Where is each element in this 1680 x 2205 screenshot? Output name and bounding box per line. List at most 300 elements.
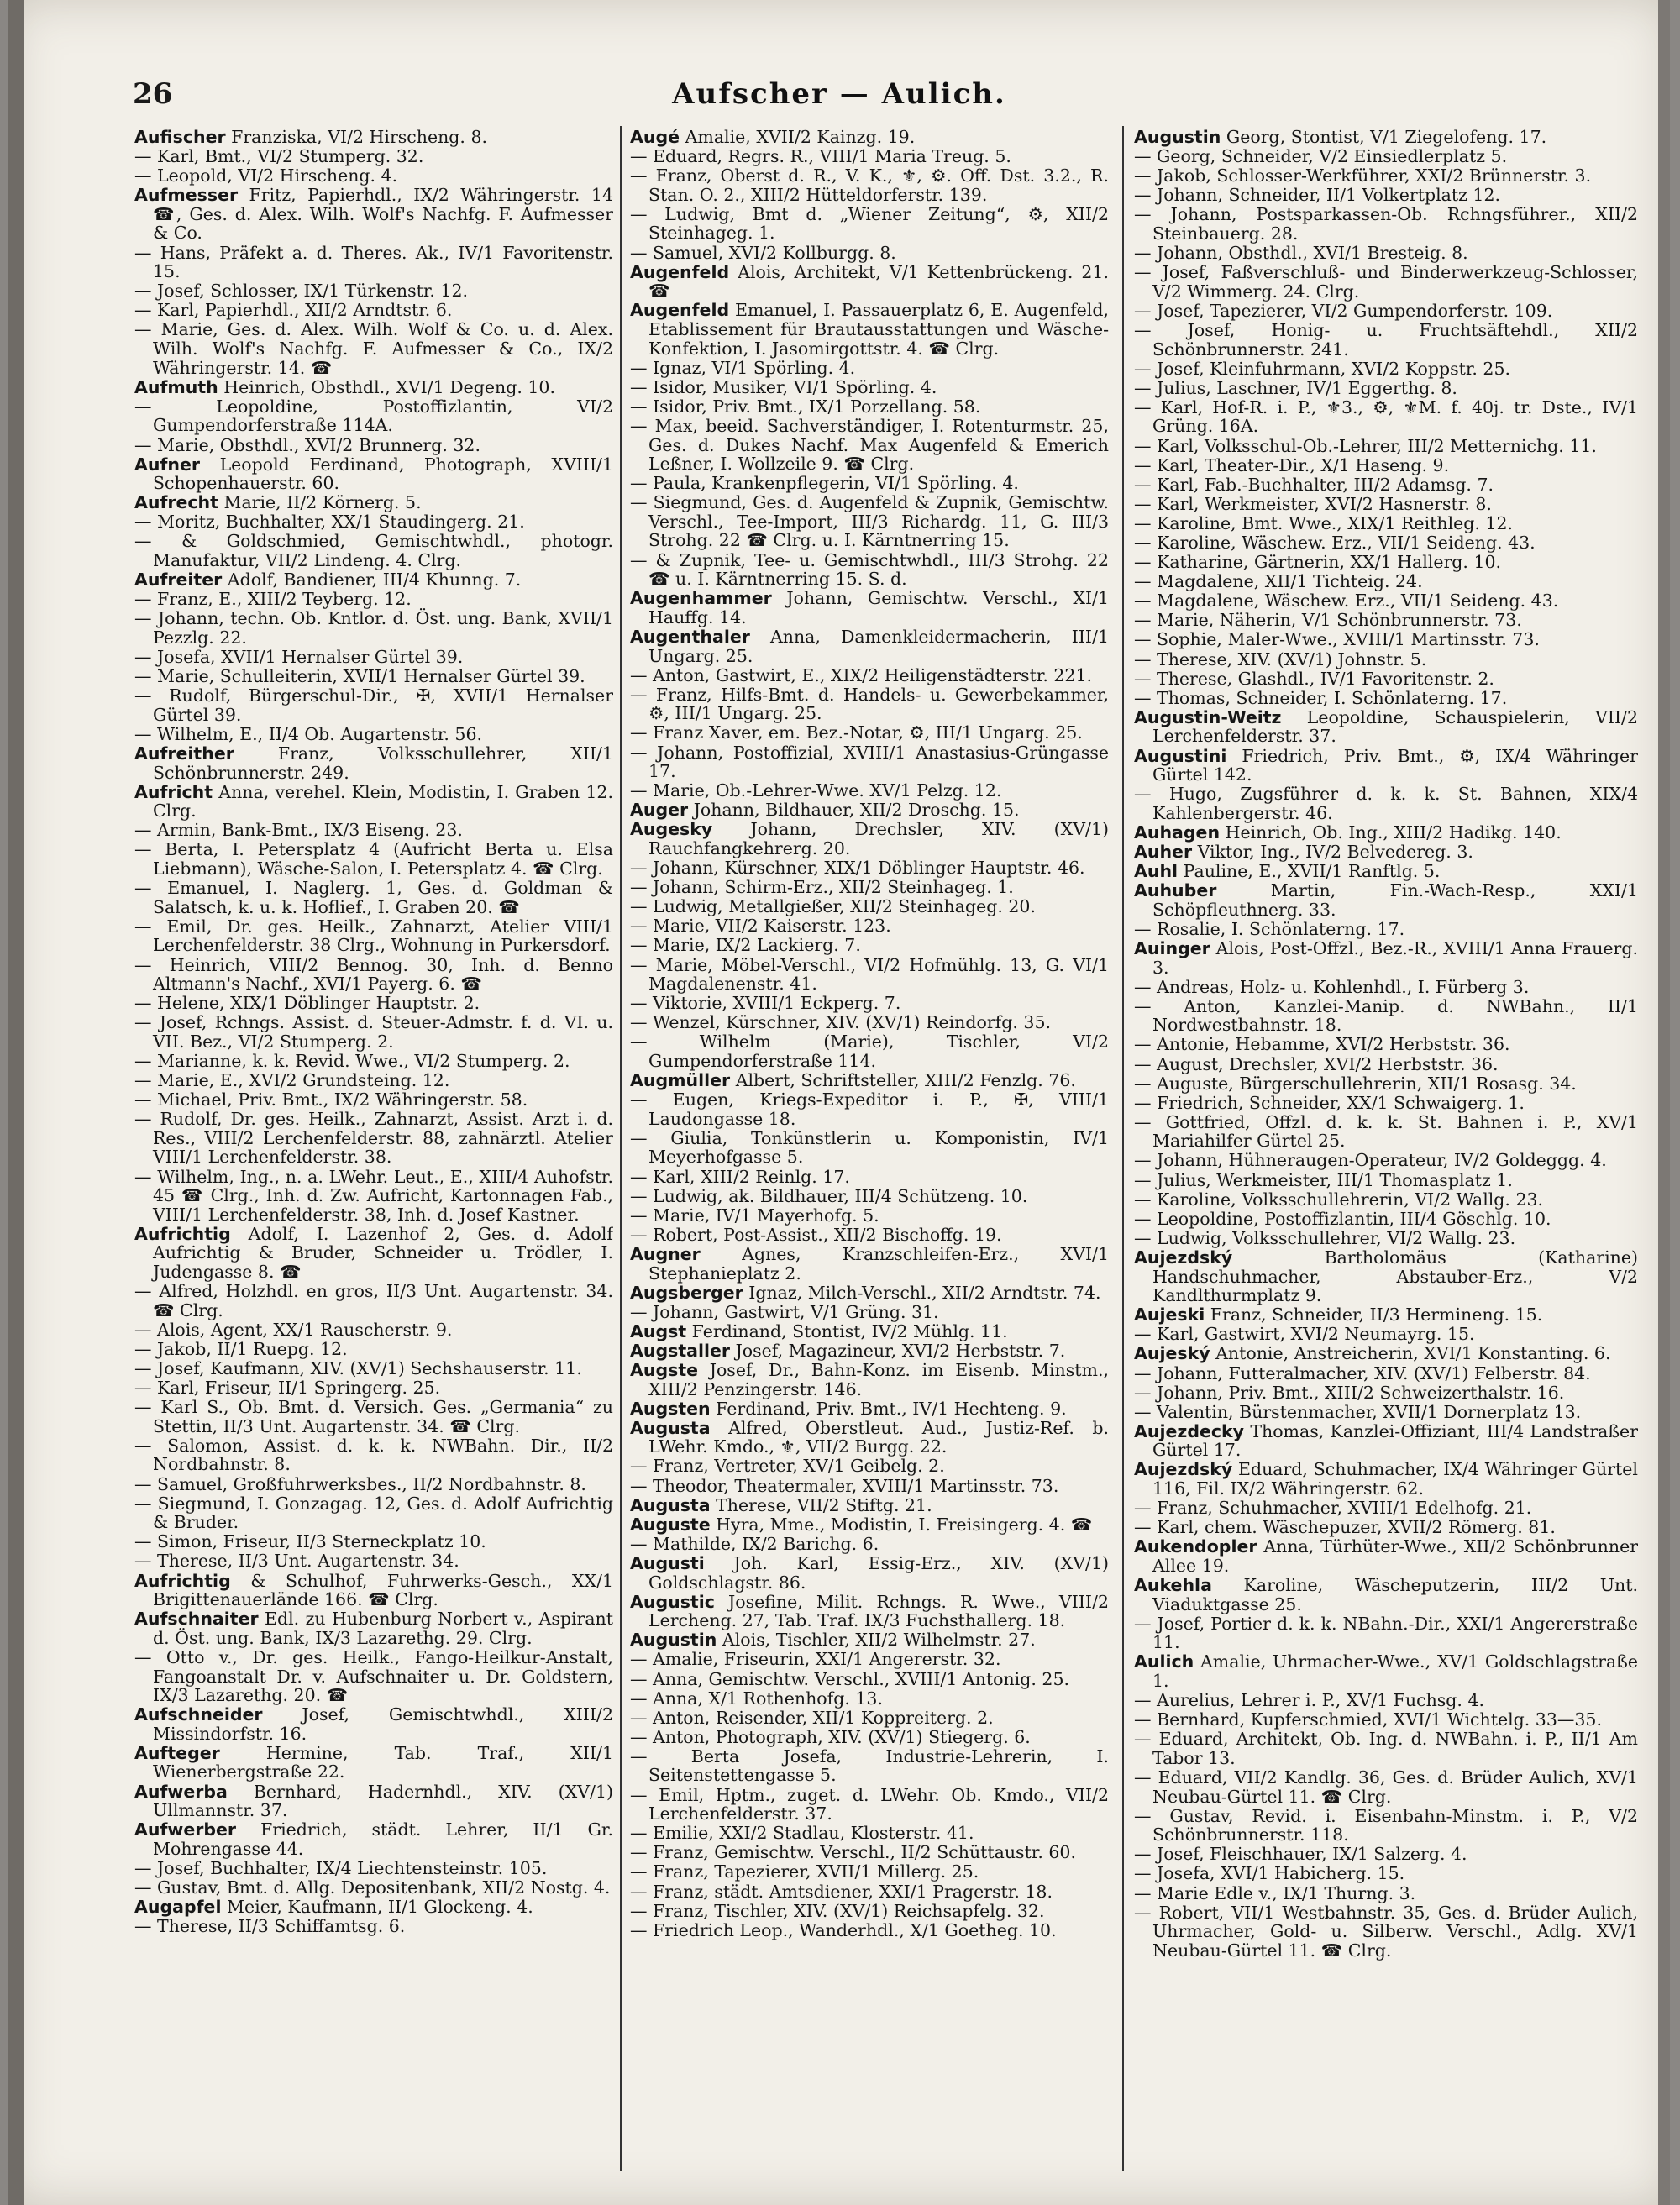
entry-text: — Helene, XIX/1 Döblinger Hauptstr. 2. (134, 993, 480, 1014)
directory-entry (134, 1340, 613, 1359)
entry-surname: Aufrichtig (134, 1570, 231, 1591)
directory-entry (134, 1320, 613, 1340)
entry-text: — Franz, Tapezierer, XVII/1 Millerg. 25. (630, 1861, 979, 1882)
directory-entry (630, 359, 1109, 378)
entry-surname: Aufteger (134, 1742, 220, 1763)
directory-entry (134, 1744, 613, 1782)
entry-text: Adolf, I. Lazenhof 2, Ges. d. Adolf Aufrichtig & Bruder, Schneider u. Trödler, I. Judengasse 8. ☎ (153, 1223, 613, 1283)
entry-text: Bartholomäus (Katharine) Handschuhmacher, Abstauber-Erz., V/2 Kandlthurmplatz 9. (1152, 1247, 1638, 1306)
directory-entry (1134, 514, 1638, 533)
directory-entry (630, 858, 1109, 878)
directory-entry (134, 1878, 613, 1898)
entry-text: — Josef, Buchhalter, IX/4 Liechtensteinstr. 105. (134, 1857, 548, 1878)
entry-surname: Augstaller (630, 1340, 731, 1361)
entry-surname: Augenthaler (630, 626, 750, 647)
entry-surname: Augustin-Weitz (1134, 706, 1282, 727)
entry-text: — Karl, XIII/2 Reinlg. 17. (630, 1166, 850, 1187)
directory-entry (1134, 1576, 1638, 1614)
directory-entry (134, 590, 613, 609)
entry-text: — Josef, Fleischhauer, IX/1 Salzerg. 4. (1134, 1844, 1467, 1865)
page-edge-left (8, 0, 24, 2205)
entry-text: Alois, Tischler, XII/2 Wilhelmstr. 27. (722, 1630, 1036, 1651)
directory-entry (134, 879, 613, 916)
directory-entry (1134, 1845, 1638, 1864)
entry-text: — Therese, Glashdl., IV/1 Favoritenstr. 2. (1134, 668, 1494, 689)
entry-surname: Aufrichtig (134, 1223, 231, 1244)
entry-surname: Augusta (630, 1417, 711, 1438)
entry-text: — Karl, Bmt., VI/2 Stumperg. 32. (134, 146, 424, 167)
entry-text: — Franz, städt. Amtsdiener, XXI/1 Pragerstr. 18. (630, 1881, 1053, 1902)
entry-text: — Marie Edle v., IX/1 Thurng. 3. (1134, 1882, 1416, 1903)
directory-entry (134, 166, 613, 186)
entry-text: Meier, Kaufmann, II/1 Glockeng. 4. (227, 1897, 533, 1918)
entry-text: — Johann, Schneider, II/1 Volkertplatz 12. (1134, 185, 1501, 206)
directory-entry (1134, 1383, 1638, 1403)
directory-entry (1134, 1884, 1638, 1903)
entry-surname: Aulich (1134, 1651, 1194, 1672)
directory-entry (630, 1670, 1109, 1689)
directory-entry (1134, 1248, 1638, 1305)
directory-entry (1134, 650, 1638, 669)
directory-entry (1134, 997, 1638, 1035)
entry-text: — Emilie, XXI/2 Stadlau, Klosterstr. 41. (630, 1823, 974, 1844)
entry-text: — Theodor, Theatermaler, XVIII/1 Martinsstr. 73. (630, 1475, 1059, 1496)
directory-entry (134, 994, 613, 1013)
entry-text: — Therese, XIV. (XV/1) Johnstr. 5. (1134, 648, 1427, 669)
directory-entry (134, 1609, 613, 1647)
entry-text: Martin, Fin.-Wach-Resp., XXI/1 Schöpfleuthnerg. 33. (1152, 880, 1638, 920)
directory-entry (1134, 166, 1638, 186)
entry-text: — Ludwig, Volksschullehrer, VI/2 Wallg. 23. (1134, 1227, 1516, 1248)
entry-text: — Karoline, Wäschew. Erz., VII/1 Seideng. 43. (1134, 532, 1536, 553)
directory-entry (134, 1475, 613, 1494)
entry-text: — Simon, Friseur, II/3 Sterneckplatz 10. (134, 1531, 486, 1552)
directory-entry (134, 1071, 613, 1090)
entry-text: Adolf, Bandiener, III/4 Khunng. 7. (227, 570, 522, 591)
entry-text: — Otto v., Dr. ges. Heilk., Fango-Heilkur-Anstalt, Fangoanstalt Dr. v. Aufschnaiter u. Dr. Goldstern, IX/3 Lazarethg. 20. ☎ (134, 1646, 613, 1706)
entry-text: — Franz, Oberst d. R., V. K., ⚜, ⚙. Off. Dst. 3.2., R. Stan. O. 2., XIII/2 Hütteldorferstr. 139. (630, 165, 1109, 205)
directory-entry (630, 1630, 1109, 1650)
directory-entry (1134, 1074, 1638, 1094)
entry-text: Hyra, Mme., Modistin, I. Freisingerg. 4. ☎ (716, 1514, 1093, 1535)
entry-surname: Augesky (630, 819, 713, 840)
entry-text: — Johann, Postsparkassen-Ob. Rchngsführer., XII/2 Steinbauerg. 28. (1134, 204, 1638, 244)
directory-entry (134, 532, 613, 570)
directory-entry (1134, 920, 1638, 939)
page-edge-right (1658, 0, 1670, 2205)
entry-text: Josefine, Milit. Rchngs. R. Wwe., VIII/2 Lercheng. 27, Tab. Traf. IX/3 Fuchsthallerg. 18. (648, 1591, 1109, 1631)
directory-entry (630, 1341, 1109, 1361)
directory-entry (134, 512, 613, 532)
entry-text: — Franz, Hilfs-Bmt. d. Handels- u. Gewerbekammer, ⚙, III/1 Ungarg. 25. (630, 684, 1109, 724)
directory-entry (1134, 843, 1638, 862)
entry-text: Ferdinand, Priv. Bmt., IV/1 Hechteng. 9. (716, 1398, 1067, 1419)
directory-entry (630, 743, 1109, 781)
entry-text: — Josef, Portier d. k. k. NBahn.-Dir., XXI/1 Angererstraße 11. (1134, 1613, 1638, 1653)
directory-entry (134, 1917, 613, 1936)
entry-surname: Aujezdský (1134, 1459, 1233, 1480)
entry-surname: Augusta (630, 1494, 711, 1515)
directory-entry (134, 493, 613, 512)
entry-text: — Johann, Futteralmacher, XIV. (XV/1) Felberstr. 84. (1134, 1362, 1591, 1383)
entry-text: — Valentin, Bürstenmacher, XVII/1 Dornerplatz 13. (1134, 1401, 1582, 1422)
directory-entry (134, 686, 613, 724)
entry-text: — Anton, Kanzlei-Manip. d. NWBahn., II/1 Nordwestbahnstr. 18. (1134, 995, 1638, 1036)
directory-entry (1134, 1403, 1638, 1422)
directory-entry (1134, 263, 1638, 301)
directory-entry (630, 666, 1109, 685)
directory-entry (134, 783, 613, 821)
directory-entry (1134, 1055, 1638, 1074)
entry-surname: Auger (630, 800, 689, 821)
entry-text: Edl. zu Hubenburg Norbert v., Aspirant d. Öst. ung. Bank, IX/3 Lazarethg. 29. Clrg. (153, 1609, 613, 1648)
entry-text: Anna, Damenkleidermacherin, III/1 Ungarg. 25. (648, 626, 1109, 666)
entry-text: — Samuel, XVI/2 Kollburgg. 8. (630, 242, 896, 263)
directory-entry (630, 1245, 1109, 1283)
entry-text: — Paula, Krankenpflegerin, VI/1 Spörling. 4. (630, 473, 1019, 494)
directory-entry (134, 1168, 613, 1225)
entry-text: — Karl, Volksschul-Ob.-Lehrer, III/2 Metternichg. 11. (1134, 435, 1597, 456)
entry-text: — Alois, Agent, XX/1 Rauscherstr. 9. (134, 1319, 453, 1340)
directory-entry (1134, 823, 1638, 843)
entry-text: — Anton, Reisender, XII/1 Koppreiterg. 2. (630, 1707, 994, 1728)
directory-entry (630, 1303, 1109, 1322)
entry-text: — Marie, Ges. d. Alex. Wilh. Wolf & Co. u. d. Alex. Wilh. Wolf's Nachfg. F. Aufmesser & Co., IX/2 Währingerstr. 14. ☎ (134, 319, 613, 378)
entry-text: — Friedrich, Schneider, XX/1 Schwaigerg. 1. (1134, 1092, 1525, 1113)
entry-text: — Marie, Möbel-Verschl., VI/2 Hofmühlg. 13, G. VI/1 Magdalenenstr. 41. (630, 954, 1109, 995)
entry-text: — Bernhard, Kupferschmied, XVI/1 Wichtelg. 33—35. (1134, 1709, 1602, 1730)
entry-text: — Magdalene, Wäschew. Erz., VII/1 Seideng. 43. (1134, 591, 1559, 612)
entry-surname: Augenfeld (630, 261, 730, 282)
directory-entry (134, 956, 613, 994)
directory-entry (1134, 591, 1638, 611)
entry-text: — Leopoldine, Postoffizlantin, VI/2 Gumpendorferstraße 114A. (134, 396, 613, 436)
entry-text: — Wilhelm, E., II/4 Ob. Augartenstr. 56. (134, 723, 483, 744)
directory-entry (1134, 1652, 1638, 1690)
directory-entry (630, 1399, 1109, 1419)
directory-entry (630, 723, 1109, 743)
directory-entry (1134, 939, 1638, 977)
directory-entry (630, 1689, 1109, 1709)
directory-entry (630, 1090, 1109, 1128)
entry-text: — Karl, Papierhdl., XII/2 Arndtstr. 6. (134, 300, 453, 321)
entry-text: Agnes, Kranzschleifen-Erz., XVI/1 Stephanieplatz 2. (648, 1243, 1109, 1284)
directory-page (8, 0, 1670, 2205)
directory-entry (1134, 1768, 1638, 1806)
directory-entry (630, 301, 1109, 358)
entry-text: — Johann, techn. Ob. Kntlor. d. Öst. ung. Bank, XVII/1 Pezzlg. 22. (134, 608, 613, 648)
directory-entry (1134, 1035, 1638, 1054)
entry-surname: Aukehla (1134, 1575, 1212, 1596)
entry-text: — Josef, Rchngs. Assist. d. Steuer-Admstr. f. d. VI. u. VII. Bez., VI/2 Stumperg. 2. (134, 1012, 613, 1052)
directory-entry (630, 493, 1109, 550)
entry-text: Fritz, Papierhdl., IX/2 Währingerstr. 14 ☎, Ges. d. Alex. Wilh. Wolf's Nachfg. F. Aufmesser & Co. (153, 185, 613, 244)
entry-text: Leopoldine, Schauspielerin, VII/2 Lerchenfelderstr. 37. (1152, 706, 1638, 747)
directory-entry (1134, 475, 1638, 495)
entry-text: — Sophie, Maler-Wwe., XVIII/1 Martinsstr. 73. (1134, 629, 1540, 650)
directory-entry (1134, 669, 1638, 689)
entry-surname: Aufwerba (134, 1781, 228, 1802)
entry-text: — & Zupnik, Tee- u. Gemischtwhdl., III/3 Strohg. 22 ☎ u. I. Kärntnerring 15. S. d. (630, 549, 1109, 590)
directory-entry (630, 1882, 1109, 1902)
entry-surname: Augsberger (630, 1282, 743, 1303)
directory-entry (630, 1032, 1109, 1070)
entry-text: — Leopoldine, Postoffizlantin, III/4 Göschlg. 10. (1134, 1208, 1551, 1229)
directory-entry (134, 1494, 613, 1532)
directory-entry (134, 917, 613, 955)
entry-text: — Johann, Postoffizial, XVIII/1 Anastasius-Grüngasse 17. (630, 742, 1109, 782)
entry-surname: Auguste (630, 1514, 711, 1535)
entry-text: — Anna, Gemischtw. Verschl., XVIII/1 Antonig. 25. (630, 1668, 1070, 1689)
entry-text: Josef, Dr., Bahn-Konz. im Eisenb. Minstm., XIII/2 Penzingerstr. 146. (648, 1360, 1109, 1399)
directory-entry (630, 551, 1109, 589)
entry-text: — Karl S., Ob. Bmt. d. Versich. Ges. „Germania“ zu Stettin, II/3 Unt. Augartenstr. 34. ☎ Clrg. (134, 1397, 613, 1436)
entry-surname: Aufricht (134, 781, 213, 802)
entry-text: — Franz Xaver, em. Bez.-Notar, ⚙, III/1 Ungarg. 25. (630, 722, 1083, 743)
directory-entry (630, 685, 1109, 723)
directory-entry (134, 1648, 613, 1705)
entry-text: — Auguste, Bürgerschullehrerin, XII/1 Rosasg. 34. (1134, 1073, 1577, 1094)
directory-entry (1134, 630, 1638, 649)
directory-entry (134, 1110, 613, 1167)
entry-text: — Hugo, Zugsführer d. k. k. St. Bahnen, XIX/4 Kahlenbergerstr. 46. (1134, 784, 1638, 823)
directory-entry (134, 1898, 613, 1917)
entry-surname: Augusti (630, 1552, 705, 1573)
entry-text: — August, Drechsler, XVI/2 Herbststr. 36. (1134, 1053, 1499, 1074)
entry-text: — Marie, Ob.-Lehrer-Wwe. XV/1 Pelzg. 12. (630, 780, 1002, 801)
entry-text: — Viktorie, XVIII/1 Eckperg. 7. (630, 993, 901, 1014)
entry-text: — Thomas, Schneider, I. Schönlaterng. 17. (1134, 687, 1508, 708)
entry-surname: Augmüller (630, 1070, 731, 1091)
entry-text: Marie, II/2 Körnerg. 5. (223, 492, 422, 513)
directory-entry (630, 1593, 1109, 1630)
entry-text: Ignaz, Milch-Verschl., XII/2 Arndtstr. 74. (748, 1282, 1101, 1303)
entry-text: Antonie, Anstreicherin, XVI/1 Konstanting. 6. (1215, 1343, 1611, 1364)
entry-surname: Auhl (1134, 861, 1179, 882)
directory-entry (134, 128, 613, 147)
entry-surname: Aukendopler (1134, 1536, 1257, 1557)
entry-text: — Samuel, Großfuhrwerksbes., II/2 Nordbahnstr. 8. (134, 1473, 586, 1494)
directory-entry (134, 1225, 613, 1282)
directory-entry (1134, 1691, 1638, 1710)
entry-text: — Johann, Gastwirt, V/1 Grüng. 31. (630, 1301, 939, 1322)
entry-surname: Aufmesser (134, 185, 239, 206)
directory-entry (1134, 611, 1638, 630)
directory-entry (630, 397, 1109, 417)
directory-entry (630, 1554, 1109, 1592)
directory-entry (1134, 379, 1638, 398)
entry-text: — Siegmund, Ges. d. Augenfeld & Zupnik, Gemischtw. Verschl., Tee-Import, III/3 Richardg. 11, G. III/3 Strohg. 22 ☎ Clrg. u. I. Kärntnerring 15. (630, 492, 1109, 551)
entry-surname: Auinger (1134, 937, 1210, 958)
directory-entry (630, 1187, 1109, 1206)
entry-text: Franziska, VI/2 Hirscheng. 8. (231, 128, 488, 147)
entry-text: — Armin, Bank-Bmt., IX/3 Eiseng. 23. (134, 820, 463, 841)
entry-text: — Karl, Werkmeister, XVI/2 Hasnerstr. 8. (1134, 493, 1492, 514)
directory-entry (630, 1477, 1109, 1496)
entry-text: Ferdinand, Stontist, IV/2 Mühlg. 11. (691, 1320, 1008, 1341)
entry-surname: Augst (630, 1320, 687, 1341)
directory-entry (134, 186, 613, 243)
column-3 (1134, 128, 1638, 2180)
directory-entry (134, 244, 613, 281)
entry-text: — Josef, Faßverschluß- und Binderwerkzeug-Schlosser, V/2 Wimmerg. 24. Clrg. (1134, 262, 1638, 302)
directory-entry (1134, 785, 1638, 822)
entry-text: — Karl, Friseur, II/1 Springerg. 25. (134, 1378, 441, 1399)
directory-entry (1134, 1151, 1638, 1170)
entry-text: Anna, verehel. Klein, Modistin, I. Graben 12. Clrg. (153, 781, 613, 822)
directory-entry (1134, 1190, 1638, 1210)
directory-entry (1134, 1229, 1638, 1248)
entry-text: Johann, Bildhauer, XII/2 Droschg. 15. (693, 800, 1020, 821)
directory-entry (1134, 1499, 1638, 1518)
entry-text: — Isidor, Priv. Bmt., IX/1 Porzellang. 58. (630, 396, 981, 417)
directory-entry (1134, 533, 1638, 553)
entry-text: — Isidor, Musiker, VI/1 Spörling. 4. (630, 376, 937, 397)
entry-text: — Antonie, Hebamme, XVI/2 Herbststr. 36. (1134, 1034, 1510, 1055)
directory-entry (134, 301, 613, 320)
directory-entry (134, 840, 613, 878)
directory-entry (630, 166, 1109, 204)
entry-text: — Franz, Schuhmacher, XVIII/1 Edelhofg. 21. (1134, 1498, 1532, 1519)
entry-text: Bernhard, Hadernhdl., XIV. (XV/1) Ullmannstr. 37. (153, 1781, 613, 1821)
directory-entry (1134, 1210, 1638, 1229)
entry-text: Alfred, Oberstleut. Aud., Justiz-Ref. b. LWehr. Kmdo., ⚜, VII/2 Burgg. 22. (648, 1417, 1109, 1457)
directory-entry (1134, 1325, 1638, 1344)
entry-text: — Franz, Gemischtw. Verschl., II/2 Schüttaustr. 60. (630, 1842, 1076, 1863)
directory-entry (134, 1705, 613, 1743)
entry-surname: Aufischer (134, 128, 226, 147)
entry-text: — Johann, Schirm-Erz., XII/2 Steinhageg. 1. (630, 877, 1014, 898)
entry-text: — Robert, Post-Assist., XII/2 Bischoffg. 19. (630, 1224, 1002, 1245)
entry-text: — Josef, Kaufmann, XIV. (XV/1) Sechshauserstr. 11. (134, 1358, 582, 1378)
directory-entry (1134, 360, 1638, 379)
entry-text: — Marie, Schulleiterin, XVII/1 Hernalser Gürtel 39. (134, 666, 585, 687)
entry-text: — Josef, Tapezierer, VI/2 Gumpendorferstr. 109. (1134, 300, 1553, 321)
entry-text: Amalie, XVII/2 Kainzg. 19. (685, 128, 916, 147)
directory-entry (1134, 1113, 1638, 1151)
directory-entry (630, 1862, 1109, 1882)
directory-entry (630, 878, 1109, 897)
entry-text: Leopold Ferdinand, Photograph, XVIII/1 Schopenhauerstr. 60. (153, 454, 613, 494)
entry-text: Eduard, Schuhmacher, IX/4 Währinger Gürtel 116, Fil. IX/2 Währingerstr. 62. (1152, 1459, 1638, 1499)
entry-text: — Ludwig, Metallgießer, XII/2 Steinhageg. 20. (630, 896, 1036, 917)
directory-entry (1134, 708, 1638, 746)
entry-text: — Marie, Obsthdl., XVI/2 Brunnerg. 32. (134, 434, 480, 455)
directory-entry (630, 1496, 1109, 1515)
directory-entry (1134, 495, 1638, 514)
entry-text: Joh. Karl, Essig-Erz., XIV. (XV/1) Goldschlagstr. 86. (648, 1552, 1109, 1593)
directory-entry (1134, 862, 1638, 881)
directory-entry (1134, 1518, 1638, 1537)
entry-text: — Jakob, Schlosser-Werkführer, XXI/2 Brünnerstr. 3. (1134, 165, 1592, 186)
directory-entry (1134, 244, 1638, 263)
directory-entry (1134, 456, 1638, 475)
entry-surname: Augé (630, 128, 680, 147)
directory-entry (630, 1515, 1109, 1535)
entry-text: — Karoline, Bmt. Wwe., XIX/1 Reithleg. 12. (1134, 512, 1514, 533)
directory-entry (630, 820, 1109, 858)
entry-text: — Michael, Priv. Bmt., IX/2 Währingerstr. 58. (134, 1089, 528, 1110)
entry-text: — Karoline, Volksschullehrerin, VI/2 Wallg. 23. (1134, 1189, 1544, 1210)
directory-entry (134, 821, 613, 840)
directory-entry (630, 1013, 1109, 1032)
directory-entry (1134, 302, 1638, 321)
directory-entry (630, 994, 1109, 1013)
directory-entry (630, 1226, 1109, 1245)
entry-text: — Johann, Kürschner, XIX/1 Döblinger Hauptstr. 46. (630, 858, 1085, 879)
entry-surname: Aufrecht (134, 492, 218, 513)
directory-entry (1134, 747, 1638, 785)
entry-text: Amalie, Uhrmacher-Wwe., XV/1 Goldschlagstraße 1. (1152, 1651, 1638, 1691)
entry-text: Albert, Schriftsteller, XIII/2 Fenzlg. 76. (735, 1070, 1076, 1091)
entry-text: — Ludwig, ak. Bildhauer, III/4 Schützeng. 10. (630, 1185, 1028, 1206)
entry-text: — Gustav, Revid. i. Eisenbahn-Minstm. i. P., V/2 Schönbrunnerstr. 118. (1134, 1805, 1638, 1845)
directory-entry (630, 1168, 1109, 1187)
directory-entry (630, 1206, 1109, 1226)
directory-entry (1134, 1305, 1638, 1325)
entry-text: Viktor, Ing., IV/2 Belvedereg. 3. (1197, 841, 1473, 862)
entry-text: — Emil, Dr. ges. Heilk., Zahnarzt, Atelier VIII/1 Lerchenfelderstr. 38 Clrg., Wohnung in Purkersdorf. (134, 916, 613, 956)
directory-entry (134, 725, 613, 744)
entry-surname: Aufmuth (134, 376, 218, 397)
entry-text: — Wenzel, Kürschner, XIV. (XV/1) Reindorfg. 35. (630, 1012, 1051, 1033)
entry-surname: Aufner (134, 454, 200, 475)
directory-entry (630, 474, 1109, 493)
entry-text: — Siegmund, I. Gonzagag. 12, Ges. d. Adolf Aufrichtig & Bruder. (134, 1493, 613, 1533)
directory-entry (630, 897, 1109, 916)
directory-entry (134, 1282, 613, 1320)
entry-text: — Julius, Laschner, IV/1 Eggerthg. 8. (1134, 377, 1457, 398)
entry-text: Heinrich, Obsthdl., XVI/1 Degeng. 10. (223, 376, 555, 397)
directory-entry (630, 1284, 1109, 1303)
entry-surname: Aujeski (1134, 1305, 1205, 1326)
column-divider (1122, 126, 1124, 2171)
entry-text: — Anna, X/1 Rothenhofg. 13. (630, 1688, 883, 1709)
directory-entry (1134, 1614, 1638, 1652)
directory-entry (134, 744, 613, 782)
directory-entry (134, 147, 613, 166)
directory-entry (134, 1572, 613, 1609)
entry-text: — Wilhelm (Marie), Tischler, VI/2 Gumpendorferstraße 114. (630, 1032, 1109, 1071)
directory-entry (630, 781, 1109, 801)
directory-entry (1134, 1537, 1638, 1575)
entry-text: — Therese, II/3 Schiffamtsg. 6. (134, 1916, 406, 1937)
directory-entry (630, 1709, 1109, 1728)
directory-entry (1134, 1807, 1638, 1845)
entry-text: — Max, beeid. Sachverständiger, I. Rotenturmstr. 25, Ges. d. Dukes Nachf. Max Augenfeld & Emerich Leßner, I. Wollzeile 9. ☎ Clrg. (630, 415, 1109, 475)
directory-entry (630, 1071, 1109, 1090)
directory-entry (1134, 1344, 1638, 1363)
entry-text: — Amalie, Friseurin, XXI/1 Angererstr. 32. (630, 1649, 1001, 1670)
directory-entry (1134, 186, 1638, 205)
entry-text: — Salomon, Assist. d. k. k. NWBahn. Dir., II/2 Nordbahnstr. 8. (134, 1435, 613, 1475)
entry-text: — Josefa, XVI/1 Habicherg. 15. (1134, 1863, 1405, 1884)
entry-text: — Josef, Honig- u. Fruchtsäftehdl., XII/2 Schönbrunnerstr. 241. (1134, 319, 1638, 360)
directory-entry (1134, 1171, 1638, 1190)
entry-surname: Augustini (1134, 745, 1227, 766)
directory-entry (134, 1551, 613, 1571)
entry-text: — Josef, Kleinfuhrmann, XVI/2 Koppstr. 25. (1134, 358, 1511, 379)
directory-entry (134, 1359, 613, 1378)
entry-text: — Marie, VII/2 Kaiserstr. 123. (630, 916, 891, 937)
entry-text: — Marie, IV/1 Mayerhofg. 5. (630, 1205, 879, 1226)
directory-entry (134, 378, 613, 397)
directory-entry (134, 1782, 613, 1820)
entry-surname: Aufreither (134, 743, 234, 764)
entry-text: Hermine, Tab. Traf., XII/1 Wienerbergstraße 22. (153, 1742, 613, 1782)
entry-surname: Auher (1134, 841, 1193, 862)
directory-entry (630, 147, 1109, 166)
